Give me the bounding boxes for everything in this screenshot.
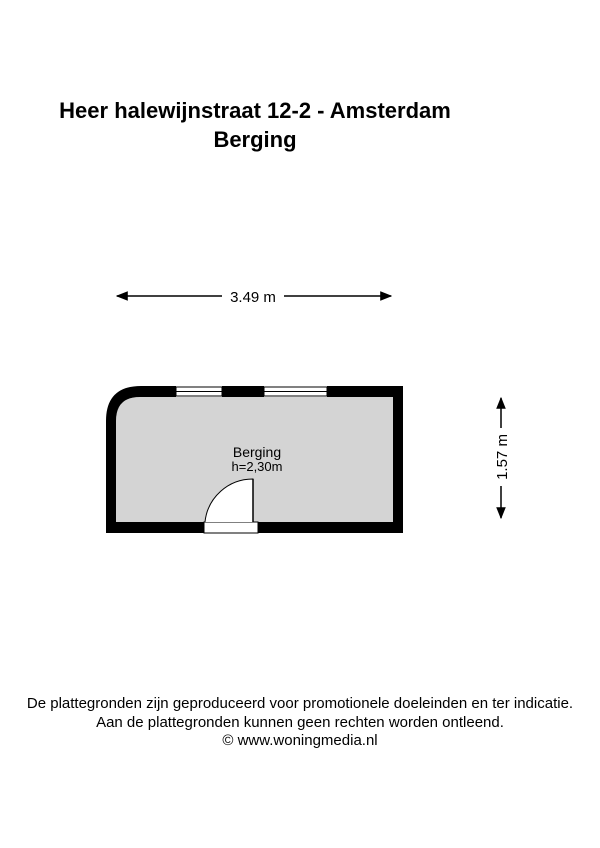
width-dimension-label: 3.49 m — [230, 289, 276, 306]
plan-title: Heer halewijnstraat 12-2 - Amsterdam — [59, 98, 451, 123]
room-name: Berging — [232, 444, 282, 460]
depth-dimension-label: 1.57 m — [494, 434, 511, 480]
disclaimer-line-1: De plattegronden zijn geproduceerd voor promotionele doeleinden en ter indicatie. — [26, 695, 574, 712]
room-height: h=2,30m — [231, 459, 283, 474]
width-dimension — [117, 289, 391, 306]
disclaimer-line-2: Aan de plattegronden kunnen geen rechten worden ontleend. — [96, 714, 504, 731]
window-right — [264, 387, 327, 396]
floor-title: Berging — [213, 127, 297, 152]
window-left — [176, 387, 222, 396]
copyright-line: © www.woningmedia.nl — [222, 732, 378, 749]
depth-dimension — [494, 398, 511, 518]
